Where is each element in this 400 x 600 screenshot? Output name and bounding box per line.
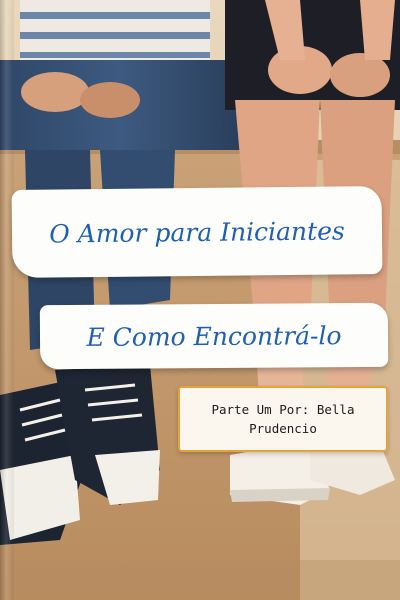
book-spine-shadow [0, 0, 14, 600]
author-line-2: Prudencio [249, 421, 317, 436]
title-banner-1 [12, 186, 383, 278]
title-banner-2 [40, 303, 388, 369]
title-line-2: E Como Encontrá-lo [86, 320, 342, 352]
author-box [178, 386, 388, 452]
author-line-1: Parte Um Por: Bella [211, 402, 355, 417]
title-line-1: O Amor para Iniciantes [49, 215, 345, 249]
